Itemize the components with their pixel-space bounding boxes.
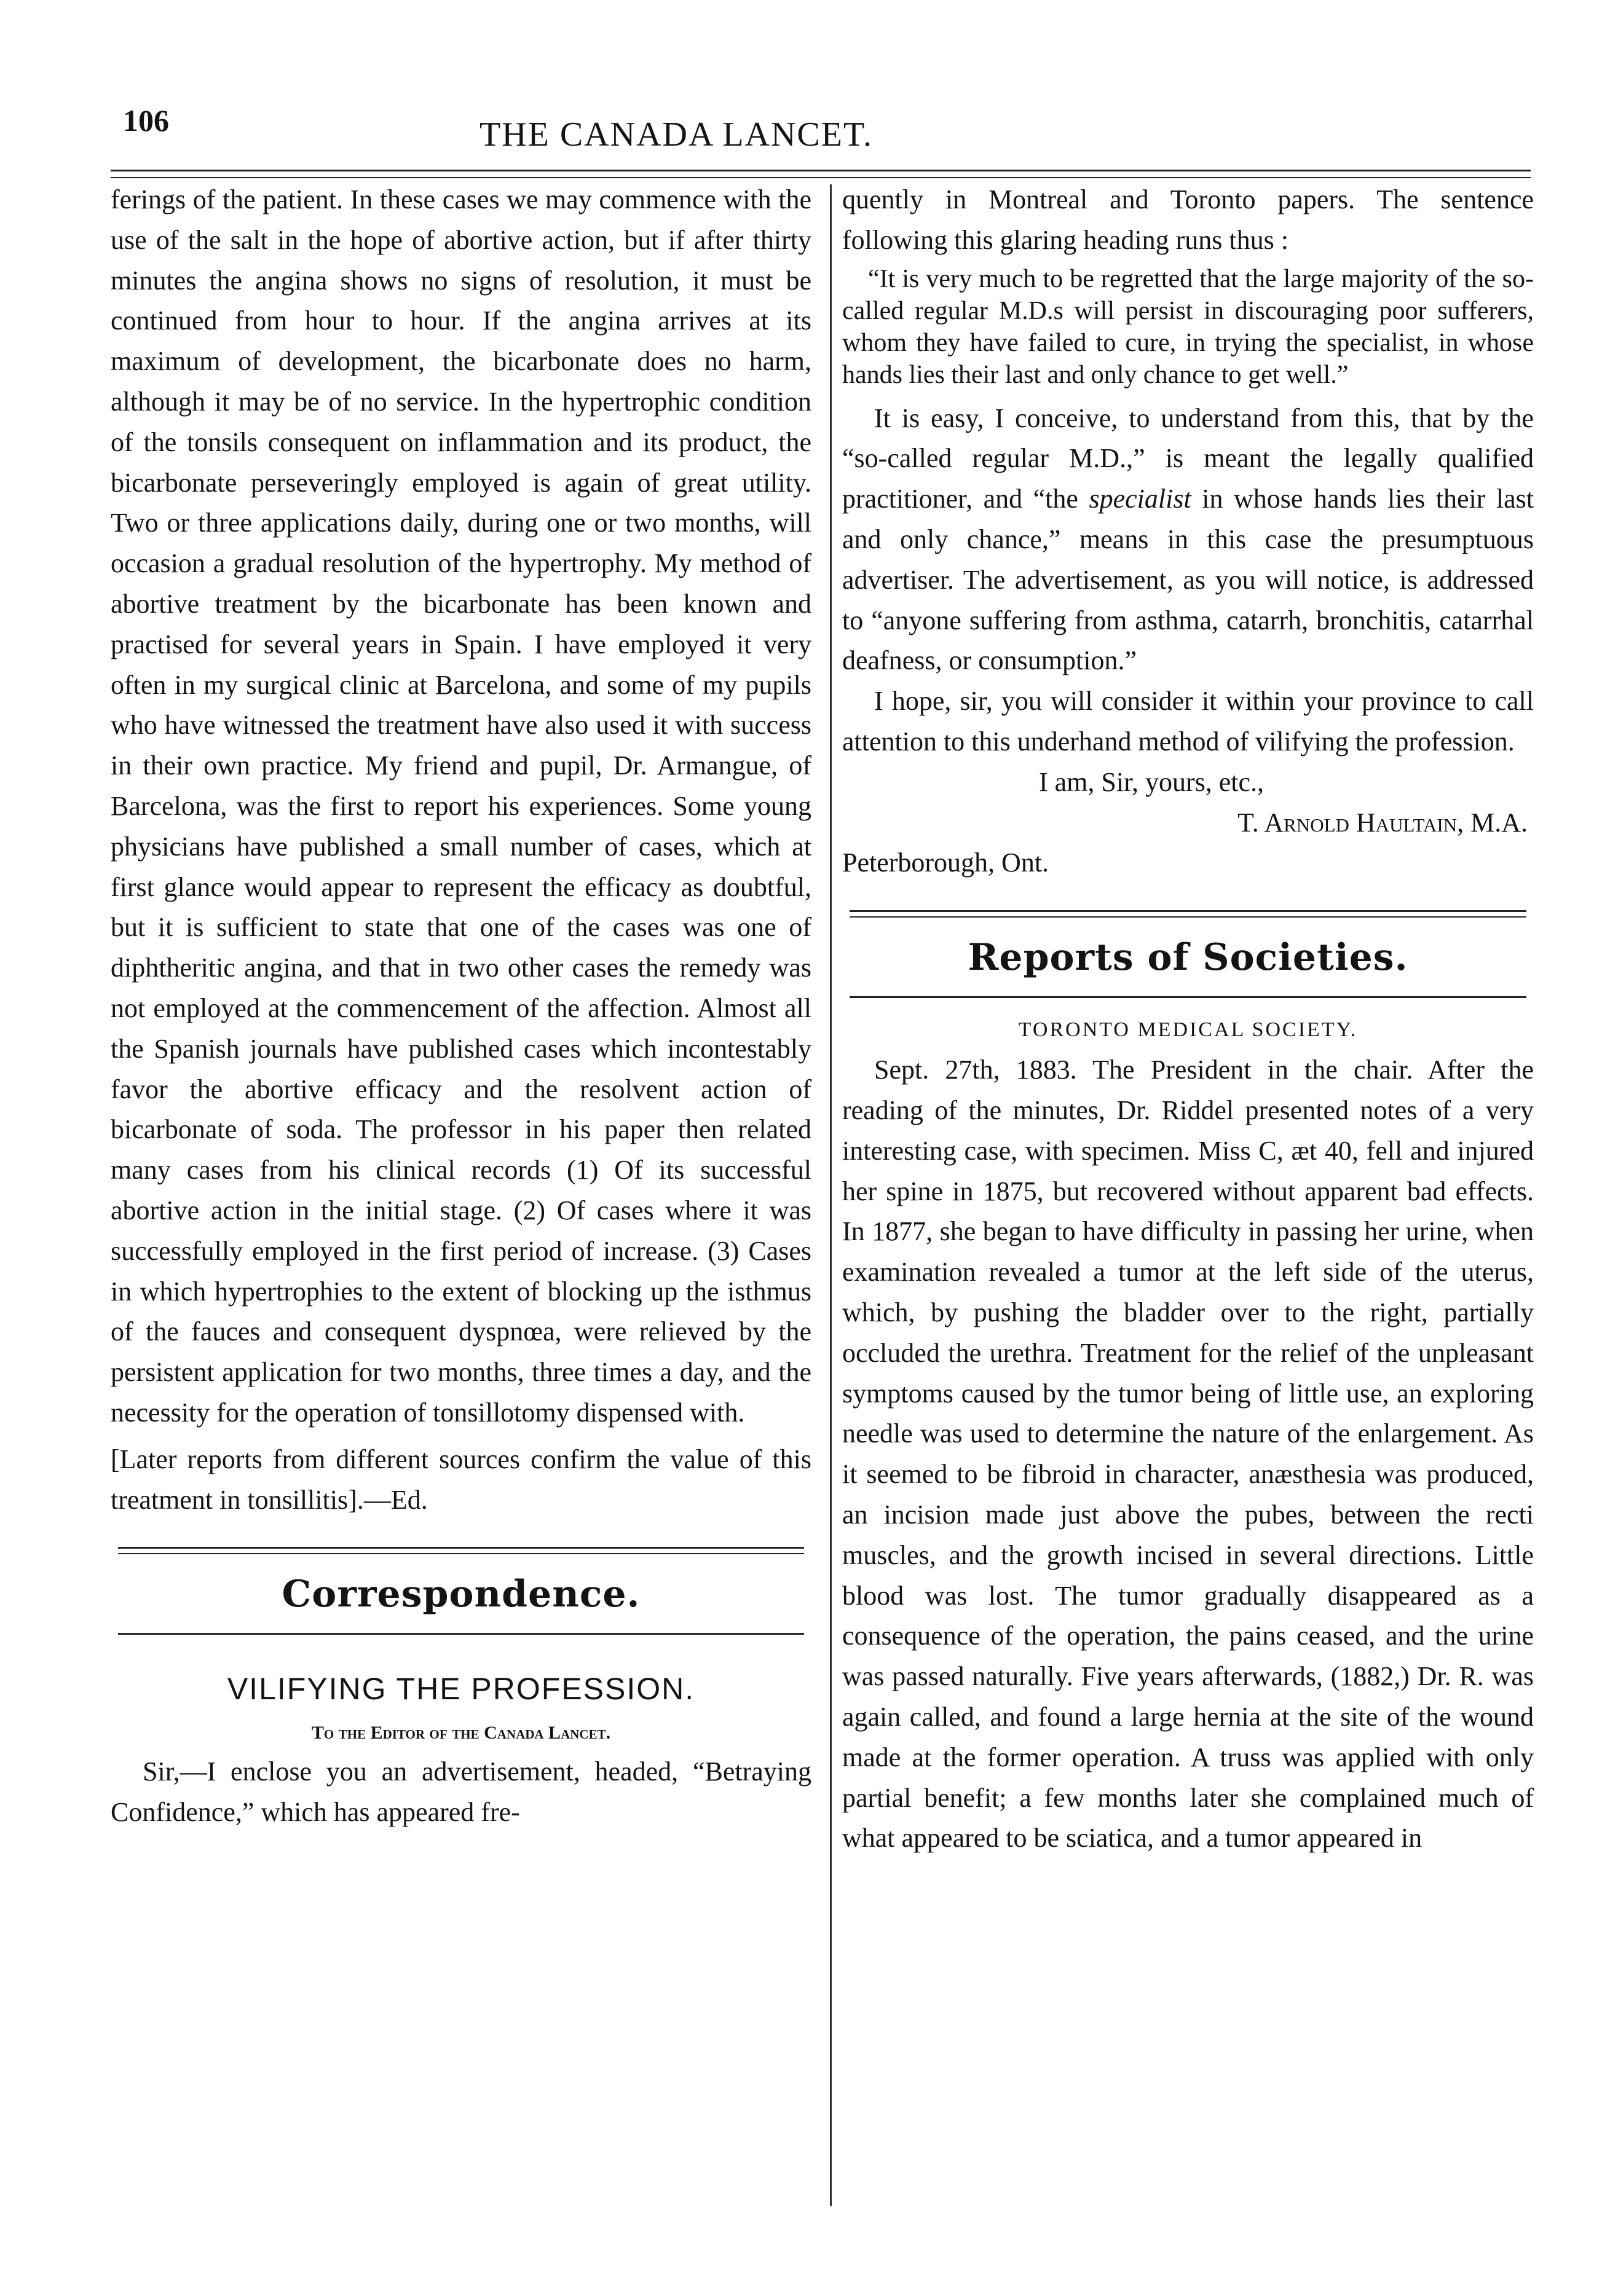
editor-note: [Later reports from different sources confirm the value of this treatment in tonsillitis].—Ed. xyxy=(111,1444,811,1515)
signature-place: Peterborough, Ont. xyxy=(842,847,1049,878)
sign-off: I am, Sir, yours, etc., xyxy=(1039,766,1265,797)
to-editor-line: To the Editor of the Canada Lancet. xyxy=(311,1723,611,1744)
text-run: in whose hands lies their last and only chance,” means in this case the presumptuous advertiser. The advertisement, as you will notice, is addressed to “anyone suffering from asthma, catarrh, bronchitis, catarrhal deafness, or consumption.” xyxy=(842,484,1534,676)
society-name: TORONTO MEDICAL SOCIETY. xyxy=(1018,1018,1358,1042)
article-title: VILIFYING THE PROFESSION. xyxy=(227,1672,695,1707)
signature: T. Arnold Haultain, M.A. xyxy=(1237,807,1528,838)
page-number: 106 xyxy=(123,103,169,138)
body-paragraph: ferings of the patient. In these cases we may commence with the use of the salt in the hope of abortive action, but if after thirty minutes the angina shows no signs of resolution, it must be continued from hour to hour. If the angina arrives at its maximum of development, the bicarbonate does no harm, although it may be of no service. In the hypertrophic condition of the tonsils consequent on inflammation and its product, the bicarbonate perseveringly employed is again of great utility. Two or three applications daily, during one or two months, will occasion a gradual resolution of the hypertrophy. My method of abortive treatment by the bicarbonate has been known and practised for several years in Spain. I have employed it very often in my surgical clinic at Barcelona, and some of my pupils who have witnessed the treatment have also used it with success in their own practice. My friend and pupil, Dr. Armangue, of Barcelona, was the first to report his experiences. Some young physicians have published a small number of cases, which at first glance would appear to represent the efficacy as doubtful, but it is sufficient to state that one of the cases was one of diphtheritic angina, and that in two other cases the remedy was not employed at the commencement of the affection. Almost all the Spanish journals have published cases which incontestably favor the abortive efficacy and the resolvent action of bicarbonate of soda. The professor in his paper then related many cases from his clinical records (1) Of its successful abortive action in the initial stage. (2) Of cases where it was successfully employed in the first period of increase. (3) Cases in which hypertrophies to the extent of blocking up the isthmus of the fauces and consequent dyspnœa, were relieved by the persistent application for two months, three times a day, and the necessity for the operation of tonsillotomy dispensed with. xyxy=(111,184,811,1428)
letter-continuation: quently in Montreal and Toronto papers. The sentence following this glaring heading runs thus : xyxy=(842,184,1534,255)
letter-opening: Sir,—I enclose you an advertisement, headed, “Betraying Confidence,” which has appeared fre- xyxy=(111,1756,811,1828)
letter-paragraph xyxy=(842,398,1534,682)
section-heading-reports: Reports of Societies. xyxy=(968,936,1408,980)
emphasis-specialist: specialist xyxy=(1089,484,1191,514)
column-divider xyxy=(830,184,832,2206)
running-title: THE CANADA LANCET. xyxy=(479,116,874,154)
section-rule xyxy=(850,996,1526,998)
letter-paragraph: I hope, sir, you will consider it within your province to call attention to this underhand method of vilifying the profession. xyxy=(842,686,1534,757)
left-column xyxy=(111,179,811,1833)
section-rule xyxy=(118,1547,804,1554)
section-heading-correspondence: Correspondence. xyxy=(282,1573,641,1616)
section-rule xyxy=(850,910,1526,918)
society-report: Sept. 27th, 1883. The President in the chair. After the reading of the minutes, Dr. Riddel presented notes of a very interesting case, with specimen. Miss C, æt 40, fell and injured her spine in 1875, but recovered without apparent bad effects. In 1877, she began to have difficulty in passing her urine, when examination revealed a tumor at the left side of the uterus, which, by pushing the bladder over to the right, partially occluded the urethra. Treatment for the relief of the unpleasant symptoms caused by the tumor being of little use, an exploring needle was used to determine the nature of the enlargement. As it seemed to be fibroid in character, anæsthesia was produced, an incision made just above the pubes, between the recti muscles, and the growth incised in several directions. Little blood was lost. The tumor gradually disappeared as a consequence of the operation, the pains ceased, and the urine was passed naturally. Five years afterwards, (1882,) Dr. R. was again called, and found a large hernia at the site of the wound made at the former operation. A truss was applied with only partial benefit; a few months later she complained much of what appeared to be sciatica, and a tumor appeared in xyxy=(842,1055,1534,1854)
section-rule xyxy=(118,1633,804,1635)
right-column xyxy=(842,179,1534,1858)
quoted-advertisement: “It is very much to be regretted that the large majority of the so-called regular M.D.s will persist in discouraging poor sufferers, whom they have failed to cure, in trying the specialist, in whose hands lies their last and only chance to get well.” xyxy=(842,264,1534,389)
text-run: It is easy, I conceive, to understand from this, that by the “so-called regular M.D.,” is meant the legally qualified practitioner, and “the xyxy=(842,403,1534,514)
header-rule xyxy=(111,170,1531,178)
